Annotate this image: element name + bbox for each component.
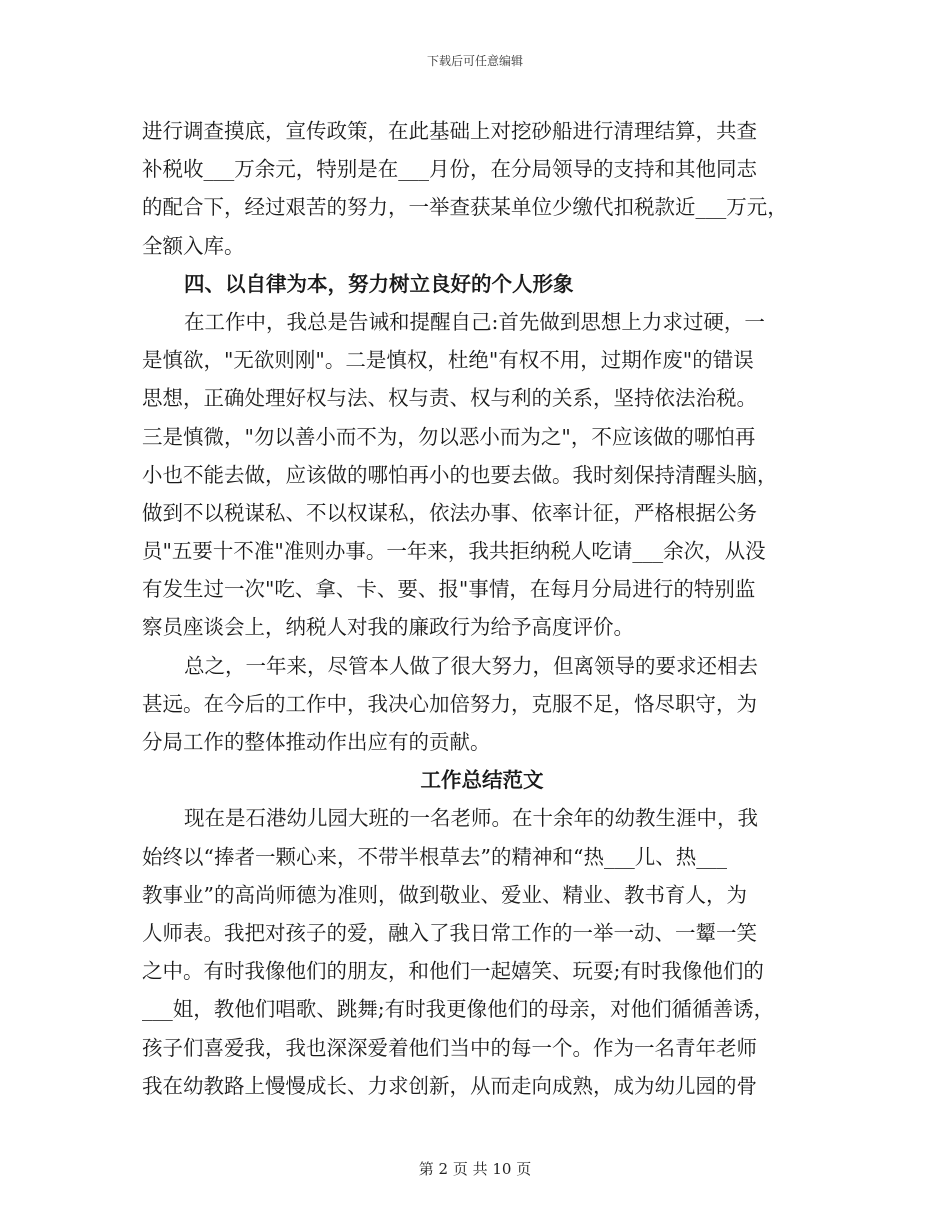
text-line: 的配合下，经过艰苦的努力，一举查获某单位少缴代扣税款近___万元， [142,195,788,220]
text-line: 思想，正确处理好权与法、权与责、权与利的关系，坚持依法治税。 [142,386,757,411]
text-line: 始终以“捧者一颗心来，不带半根草去”的精神和“热___儿、热___ [142,844,727,869]
text-line: 孩子们喜爱我，我也深深爱着他们当中的每一个。作为一名青年老师 [142,1035,757,1060]
text-line: 教事业”的高尚师德为准则，做到敬业、爱业、精业、教书育人，为 [142,882,747,907]
text-line: 有发生过一次"吃、拿、卡、要、报"事情，在每月分局进行的特别监 [142,577,756,602]
text-line: ___姐，教他们唱歌、跳舞;有时我更像他们的母亲，对他们循循善诱， [142,997,775,1022]
text-line: 我在幼教路上慢慢成长、力求创新，从而走向成熟，成为幼儿园的骨 [142,1073,757,1098]
text-line: 人师表。我把对孩子的爱，融入了我日常工作的一举一动、一颦一笑 [142,920,757,945]
text-line: 总之，一年来，尽管本人做了很大努力，但离领导的要求还相去 [184,653,758,678]
text-line: 察员座谈会上，纳税人对我的廉政行为给予高度评价。 [142,615,634,640]
text-line: 是慎欲，"无欲则刚"。二是慎权，杜绝"有权不用，过期作废"的错误 [142,348,754,373]
text-line: 小也不能去做，应该做的哪怕再小的也要去做。我时刻保持清醒头脑， [142,462,778,487]
text-line: 全额入库。 [142,233,245,258]
document-title: 工作总结范文 [420,768,544,793]
text-line: 分局工作的整体推动作出应有的贡献。 [142,730,491,754]
text-line: 做到不以税谋私、不以权谋私，依法办事、依率计征，严格根据公务 [142,500,757,525]
text-line: 员"五要十不准"准则办事。一年来，我共拒纳税人吃请___余次，从没 [142,539,766,564]
document-body [142,112,822,1105]
section-heading: 四、以自律为本，努力树立良好的个人形象 [184,271,574,296]
text-line: 甚远。在今后的工作中，我决心加倍努力，克服不足，恪尽职守，为 [142,691,757,716]
page-number: 第 2 页 共 10 页 [418,1160,532,1178]
text-line: 三是慎微，"勿以善小而不为，勿以恶小而为之"，不应该做的哪怕再 [142,424,756,449]
text-line: 进行调查摸底，宣传政策，在此基础上对挖砂船进行清理结算，共查 [142,119,757,143]
text-line: 补税收___万余元，特别是在___月份，在分局领导的支持和其他同志 [142,157,757,182]
text-line: 之中。有时我像他们的朋友，和他们一起嬉笑、玩耍;有时我像他们的 [142,959,764,984]
text-line: 在工作中，我总是告诫和提醒自己:首先做到思想上力求过硬，一 [184,309,765,334]
page-header-note: 下载后可任意编辑 [426,54,523,68]
text-line: 现在是石港幼儿园大班的一名老师。在十余年的幼教生涯中，我 [184,806,758,831]
